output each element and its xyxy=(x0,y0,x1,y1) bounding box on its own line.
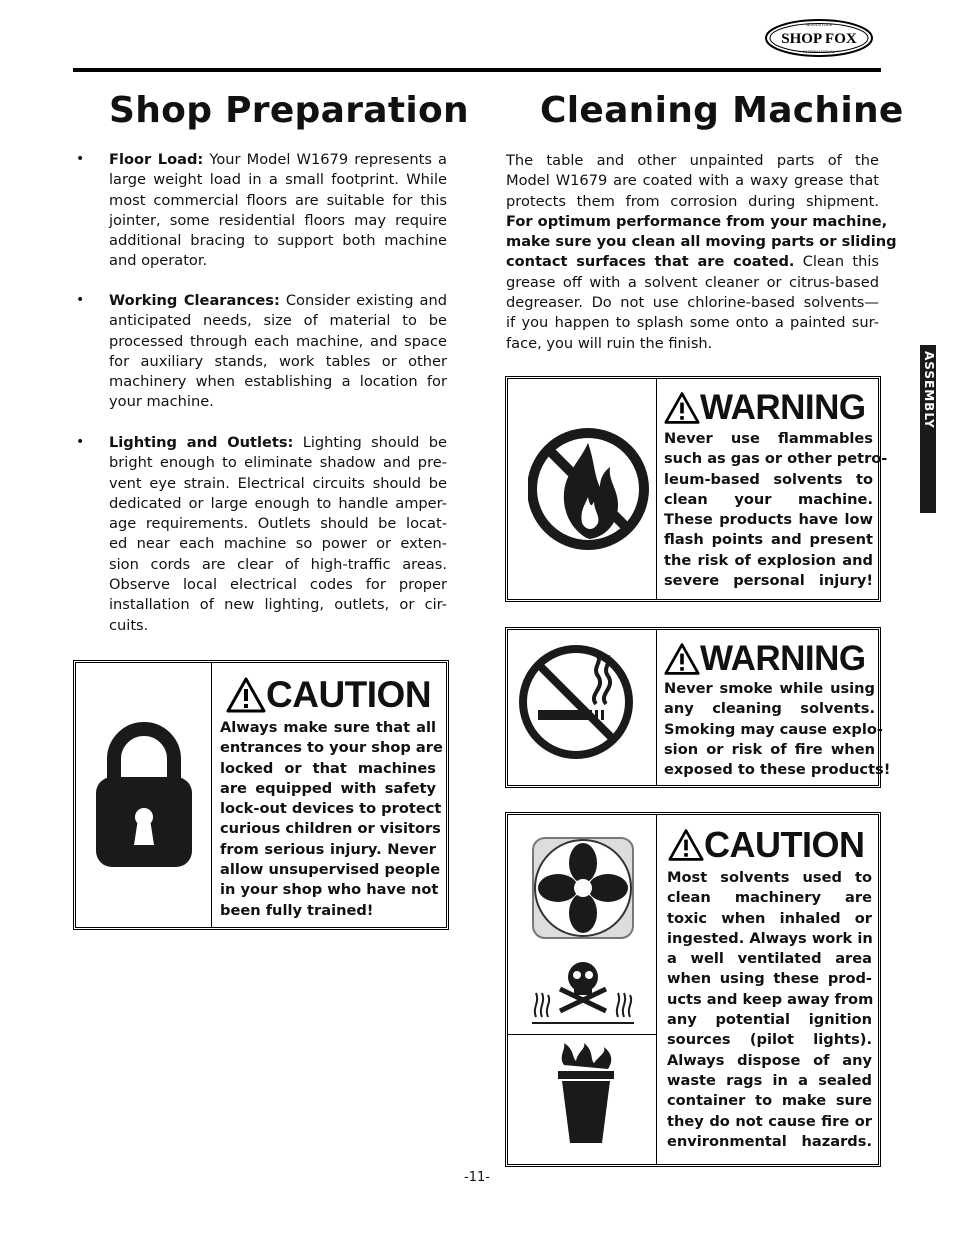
caution-title xyxy=(668,823,865,867)
section-side-tab xyxy=(920,345,936,513)
alert-triangle-icon xyxy=(226,677,266,713)
text-line: entrances to your shop are xyxy=(220,739,443,757)
logo-text: SHOP FOX xyxy=(781,31,857,47)
cleaning-machine-heading: Cleaning Machine xyxy=(540,90,904,131)
text-line: container to make sure xyxy=(667,1092,872,1110)
text-line: For optimum performance from your machine, xyxy=(506,212,888,230)
text-line: cuits. xyxy=(109,616,149,634)
item-lead: Lighting and Outlets: xyxy=(109,434,294,451)
caution-lock-box xyxy=(73,660,449,930)
text-line: curious children or visitors xyxy=(220,820,441,838)
text-line: make sure you clean all moving parts or sliding xyxy=(506,233,897,251)
text-line: Smoking may cause explo- xyxy=(664,720,883,738)
text-line: ingested. Always work in xyxy=(667,929,873,947)
warning-title xyxy=(664,638,866,680)
text-line: locked or that machines xyxy=(220,759,436,777)
text-line: The table and other unpainted parts of the xyxy=(506,152,879,169)
caution-title-text: CAUTION xyxy=(704,824,865,865)
text-line: degreaser. Do not use chlorine-based solvents— xyxy=(506,294,879,312)
text-line: large weight load in a small footprint. While xyxy=(109,171,447,189)
text-line: waste rags in a sealed xyxy=(667,1071,872,1089)
no-flammables-icon xyxy=(528,421,650,555)
text-line: when using these prod- xyxy=(667,970,872,988)
text-line: contact surfaces that are coated. Clean this xyxy=(506,253,879,271)
page-number: -11- xyxy=(464,1170,490,1185)
text-line: lock-out devices to protect xyxy=(220,800,442,818)
text-line: dedicated or large enough to handle amper- xyxy=(109,494,447,512)
warning-smoking-text xyxy=(664,679,891,780)
text-line: most commercial floors are suitable for this xyxy=(109,191,447,209)
logo-arc-top: WOODSTOCK xyxy=(805,22,833,27)
padlock-icon xyxy=(94,719,194,873)
text-line: face, you will ruin the finish. xyxy=(506,334,713,352)
cleaning-intro-paragraph xyxy=(506,151,897,354)
text-line: such as gas or other petro- xyxy=(664,450,888,468)
text-line: the risk of explosion and xyxy=(664,551,873,569)
shop-prep-item xyxy=(109,150,447,272)
text-line: toxic when inhaled or xyxy=(667,909,872,927)
text-line: protects them from corrosion during shipment. xyxy=(506,192,879,210)
item-lead: Working Clearances: xyxy=(109,292,280,309)
header-rule xyxy=(73,68,881,72)
warning-title-text: WARNING xyxy=(700,639,866,678)
text-line: leum-based solvents to xyxy=(664,470,873,488)
warning-flammables-box xyxy=(505,376,888,602)
text-line: machinery when establishing a location for xyxy=(109,373,447,391)
text-line: Floor Load: Your Model W1679 represents a xyxy=(109,151,447,168)
text-line: ed near each machine so power or exten- xyxy=(109,535,447,553)
text-line: Lighting and Outlets: Lighting should be xyxy=(109,434,448,451)
text-line: Never smoke while using xyxy=(664,680,875,697)
caution-lock-text xyxy=(220,718,443,921)
text-line: vent eye strain. Electrical circuits should be xyxy=(109,474,447,492)
text-line: Model W1679 are coated with a waxy grease that xyxy=(506,172,879,190)
text-line: Working Clearances: Consider existing and xyxy=(109,292,448,309)
text-line: any cleaning solvents. xyxy=(664,700,875,718)
warning-flammables-text xyxy=(664,429,888,591)
text-line: Observe local electrical codes for proper xyxy=(109,576,447,594)
shop-prep-item xyxy=(109,433,447,636)
warning-smoking-box xyxy=(505,627,891,788)
text-line: ucts and keep away from xyxy=(667,990,874,1008)
text-line: jointer, some residential floors may require xyxy=(109,211,447,229)
toxic-skull-icon xyxy=(530,959,636,1031)
text-line: sion cords are clear of high-traffic areas. xyxy=(109,555,447,573)
text-line: flash points and present xyxy=(664,531,873,549)
bullet: • xyxy=(76,151,85,167)
text-line: anticipated needs, size of material to be xyxy=(109,312,447,330)
no-smoking-icon xyxy=(516,642,636,766)
text-line: any potential ignition xyxy=(667,1011,872,1029)
bullet: • xyxy=(76,292,85,308)
text-line: sion or risk of fire when xyxy=(664,740,875,758)
shop-prep-item xyxy=(109,291,447,413)
text-line: clean your machine. xyxy=(664,490,873,508)
text-line: for auxiliary stands, work tables or other xyxy=(109,352,447,370)
caution-solvents-box xyxy=(505,812,881,1167)
text-line: exposed to these products! xyxy=(664,761,891,779)
caution-solvents-text xyxy=(667,868,872,1152)
text-line: clean machinery are xyxy=(667,889,872,907)
text-line: a well ventilated area xyxy=(667,950,872,968)
bullet: • xyxy=(76,434,85,450)
text-line: from serious injury. Never xyxy=(220,840,436,858)
text-line: your machine. xyxy=(109,393,214,411)
logo-arc-bottom: INTERNATIONAL xyxy=(803,49,835,54)
text-line: severe personal injury! xyxy=(664,572,873,590)
warning-title xyxy=(664,387,866,429)
warning-title-text: WARNING xyxy=(700,388,866,427)
text-line: allow unsupervised people xyxy=(220,861,441,879)
burning-waste-can-icon xyxy=(554,1043,618,1149)
caution-title xyxy=(226,673,431,717)
text-line: Always make sure that all xyxy=(220,719,436,736)
icon-divider xyxy=(508,1034,656,1035)
text-line: been fully trained! xyxy=(220,901,374,919)
text-line: environmental hazards. xyxy=(667,1132,872,1150)
text-line: sources (pilot lights). xyxy=(667,1031,872,1049)
text-line: in your shop who have not xyxy=(220,881,439,899)
text-line: Never use flammables xyxy=(664,430,873,447)
text-line: Most solvents used to xyxy=(667,869,872,886)
shop-fox-logo xyxy=(764,18,874,58)
text-line: These products have low xyxy=(664,511,873,529)
alert-triangle-icon xyxy=(664,641,700,677)
side-tab-label: ASSEMBLY xyxy=(922,351,936,429)
text-line: Always dispose of any xyxy=(667,1051,872,1069)
text-line: bright enough to eliminate shadow and pre- xyxy=(109,454,447,472)
text-line: and operator. xyxy=(109,252,208,270)
item-lead: Floor Load: xyxy=(109,151,204,168)
caution-title-text: CAUTION xyxy=(266,674,432,715)
shop-preparation-heading: Shop Preparation xyxy=(109,90,469,131)
text-line: installation of new lighting, outlets, or cir- xyxy=(109,596,447,614)
fan-icon xyxy=(532,837,634,943)
text-line: age requirements. Outlets should be locat- xyxy=(109,515,447,533)
text-line: they do not cause fire or xyxy=(667,1112,872,1130)
text-line: processed through each machine, and space xyxy=(109,332,447,350)
text-line: additional bracing to support both machine xyxy=(109,232,447,250)
alert-triangle-icon xyxy=(664,390,700,426)
text-line: are equipped with safety xyxy=(220,779,436,797)
text-line: if you happen to splash some onto a painted sur- xyxy=(506,314,879,332)
alert-triangle-icon xyxy=(668,828,704,862)
text-line: grease off with a solvent cleaner or citrus-based xyxy=(506,273,879,291)
